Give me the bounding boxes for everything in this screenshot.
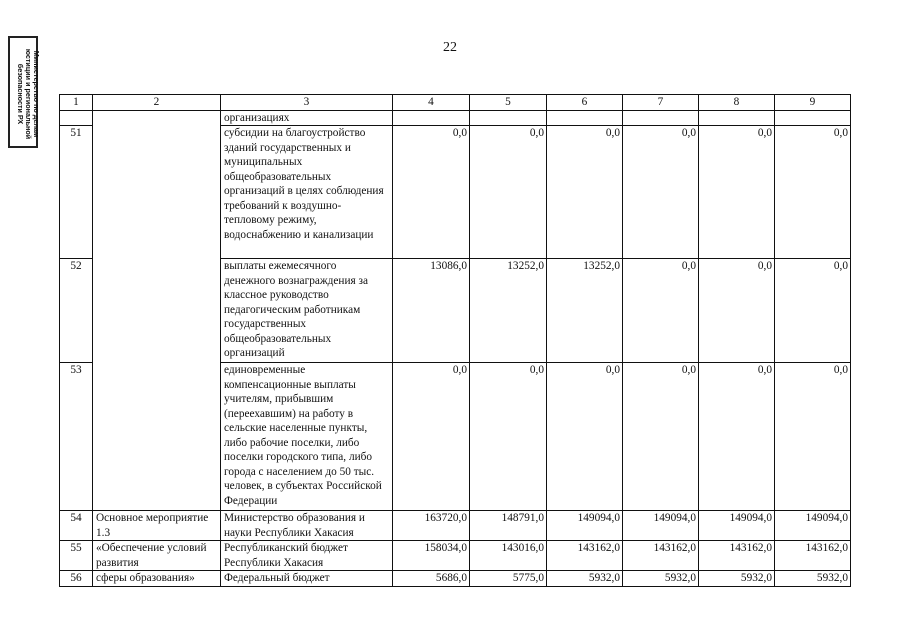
value-cell: 0,0 bbox=[699, 363, 775, 511]
measure-cell bbox=[93, 126, 221, 259]
header-cell: 5 bbox=[470, 95, 547, 111]
value-cell: 5932,0 bbox=[775, 571, 851, 587]
stamp-line-3: безопасности РХ bbox=[16, 63, 25, 125]
row-number: 52 bbox=[60, 259, 93, 363]
measure-cell bbox=[93, 259, 221, 363]
table-row bbox=[60, 571, 851, 587]
table-row bbox=[60, 110, 851, 126]
description-cell: Республиканский бюджет Республики Хакасия bbox=[221, 541, 393, 571]
description-cell: субсидии на благоустройство зданий государственных и муниципальных общеобразовательных организаций в целях соблюдения требований к воздушно-тепловому режиму, водоснабжению и канализации bbox=[221, 126, 393, 259]
table-row bbox=[60, 541, 851, 571]
value-cell: 0,0 bbox=[775, 126, 851, 259]
value-cell: 5775,0 bbox=[470, 571, 547, 587]
value-cell: 0,0 bbox=[623, 363, 699, 511]
value-cell: 148791,0 bbox=[470, 511, 547, 541]
measure-cell bbox=[93, 363, 221, 511]
measure-cell bbox=[93, 110, 221, 126]
value-cell: 0,0 bbox=[393, 363, 470, 511]
value-cell: 0,0 bbox=[775, 259, 851, 363]
measure-cell: «Обеспечение условий развития bbox=[93, 541, 221, 571]
description-cell: организациях bbox=[221, 110, 393, 126]
value-cell: 5686,0 bbox=[393, 571, 470, 587]
header-cell: 9 bbox=[775, 95, 851, 111]
table-row bbox=[60, 259, 851, 363]
measure-cell: сферы образования» bbox=[93, 571, 221, 587]
budget-table bbox=[59, 94, 851, 587]
value-cell: 149094,0 bbox=[699, 511, 775, 541]
row-number: 55 bbox=[60, 541, 93, 571]
value-cell: 158034,0 bbox=[393, 541, 470, 571]
header-cell: 1 bbox=[60, 95, 93, 111]
value-cell: 143162,0 bbox=[547, 541, 623, 571]
value-cell: 0,0 bbox=[393, 126, 470, 259]
value-cell: 163720,0 bbox=[393, 511, 470, 541]
value-cell: 0,0 bbox=[470, 126, 547, 259]
value-cell bbox=[470, 110, 547, 126]
value-cell bbox=[775, 110, 851, 126]
table-row bbox=[60, 511, 851, 541]
header-cell: 6 bbox=[547, 95, 623, 111]
header-cell: 4 bbox=[393, 95, 470, 111]
row-number: 56 bbox=[60, 571, 93, 587]
value-cell: 0,0 bbox=[775, 363, 851, 511]
row-number: 54 bbox=[60, 511, 93, 541]
value-cell: 149094,0 bbox=[623, 511, 699, 541]
value-cell: 149094,0 bbox=[547, 511, 623, 541]
value-cell bbox=[547, 110, 623, 126]
value-cell: 0,0 bbox=[547, 126, 623, 259]
value-cell: 5932,0 bbox=[623, 571, 699, 587]
description-cell: Министерство образования и науки Республики Хакасия bbox=[221, 511, 393, 541]
stamp-line-2: юстиции и региональной bbox=[24, 48, 33, 140]
value-cell: 0,0 bbox=[699, 259, 775, 363]
value-cell: 143162,0 bbox=[623, 541, 699, 571]
value-cell: 149094,0 bbox=[775, 511, 851, 541]
value-cell: 0,0 bbox=[547, 363, 623, 511]
row-number bbox=[60, 110, 93, 126]
value-cell: 13252,0 bbox=[547, 259, 623, 363]
header-row bbox=[60, 95, 851, 111]
header-cell: 2 bbox=[93, 95, 221, 111]
description-cell: выплаты ежемесячного денежного вознаграждения за классное руководство педагогическим работникам государственных общеобразовательных организаций bbox=[221, 259, 393, 363]
ministry-stamp bbox=[8, 36, 41, 148]
value-cell: 143016,0 bbox=[470, 541, 547, 571]
header-cell: 8 bbox=[699, 95, 775, 111]
value-cell: 0,0 bbox=[623, 126, 699, 259]
header-cell: 7 bbox=[623, 95, 699, 111]
table-row bbox=[60, 363, 851, 511]
value-cell: 0,0 bbox=[623, 259, 699, 363]
description-cell: единовременные компенсационные выплаты учителям, прибывшим (переехавшим) на работу в сельские населенные пункты, либо рабочие поселки, либо поселки городского типа, либо города с населением до 50 тыс. человек, в субъектах Российской Федерации bbox=[221, 363, 393, 511]
value-cell: 13252,0 bbox=[470, 259, 547, 363]
value-cell: 13086,0 bbox=[393, 259, 470, 363]
stamp-text bbox=[10, 38, 40, 150]
description-cell: Федеральный бюджет bbox=[221, 571, 393, 587]
value-cell: 5932,0 bbox=[699, 571, 775, 587]
table-row bbox=[60, 126, 851, 259]
page-number: 22 bbox=[443, 40, 457, 55]
value-cell: 143162,0 bbox=[775, 541, 851, 571]
value-cell: 0,0 bbox=[470, 363, 547, 511]
value-cell bbox=[623, 110, 699, 126]
value-cell: 5932,0 bbox=[547, 571, 623, 587]
value-cell: 143162,0 bbox=[699, 541, 775, 571]
value-cell bbox=[393, 110, 470, 126]
value-cell: 0,0 bbox=[699, 126, 775, 259]
header-cell: 3 bbox=[221, 95, 393, 111]
value-cell bbox=[699, 110, 775, 126]
row-number: 51 bbox=[60, 126, 93, 259]
stamp-line-1: Министерство по делам bbox=[32, 50, 41, 138]
measure-cell: Основное мероприятие 1.3 bbox=[93, 511, 221, 541]
row-number: 53 bbox=[60, 363, 93, 511]
